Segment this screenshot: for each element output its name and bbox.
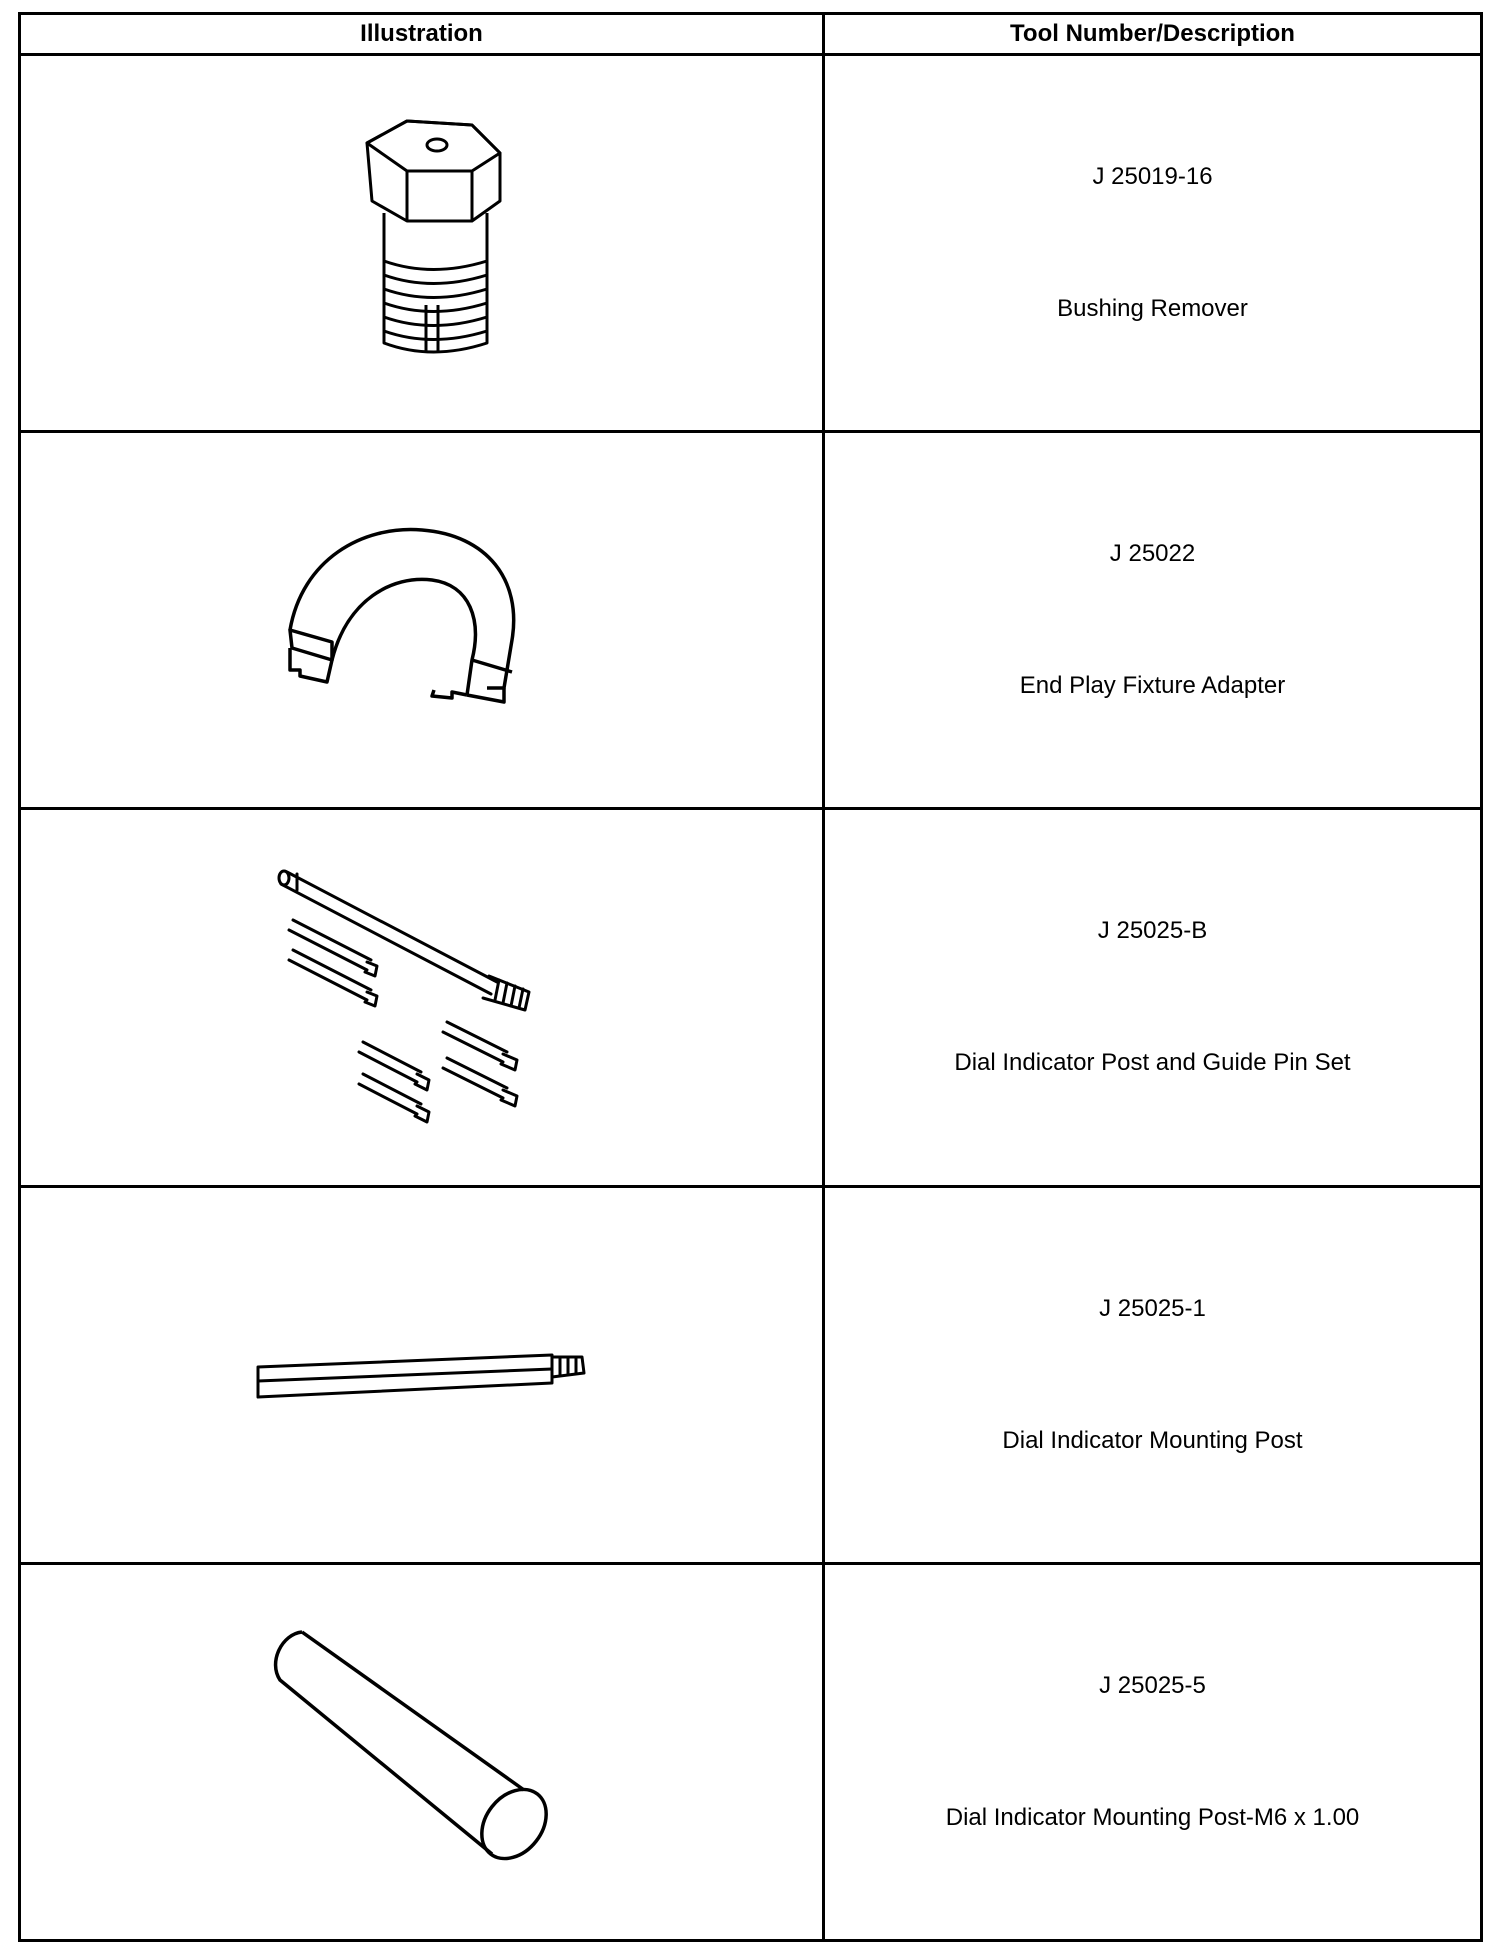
tool-number: J 25025-1 [1099,1294,1206,1322]
bushing-remover-icon [322,113,522,373]
illustration-cell [20,1563,824,1940]
header-illustration: Illustration [20,14,824,55]
description-cell [824,1186,1482,1563]
description-cell [824,809,1482,1186]
table-row [20,432,1482,809]
description-cell [824,55,1482,432]
description-cell [824,1563,1482,1940]
tool-description: End Play Fixture Adapter [1019,672,1286,700]
table-row [20,809,1482,1186]
dial-indicator-post-guide-pin-set-icon [267,852,577,1142]
tool-number: J 25019-16 [1092,163,1213,191]
table-header-row [20,14,1482,55]
tool-description: Dial Indicator Mounting Post-M6 x 1.00 [945,1803,1360,1831]
tool-number: J 25025-B [1097,917,1208,945]
dial-indicator-mounting-post-icon [252,1335,592,1415]
table-row [20,1563,1482,1940]
end-play-fixture-adapter-icon [272,520,572,720]
tool-number: J 25025-5 [1099,1671,1206,1699]
illustration-cell [20,55,824,432]
table-row [20,55,1482,432]
tool-number: J 25022 [1109,540,1196,568]
illustration-cell [20,432,824,809]
header-tool-number-description: Tool Number/Description [824,14,1482,55]
special-tools-table [18,12,1483,1942]
tool-description: Bushing Remover [1057,295,1248,323]
tool-description: Dial Indicator Mounting Post [1002,1426,1303,1454]
dial-indicator-mounting-post-m6-icon [262,1622,582,1882]
illustration-cell [20,809,824,1186]
tool-description: Dial Indicator Post and Guide Pin Set [954,1049,1351,1077]
description-cell [824,432,1482,809]
illustration-cell [20,1186,824,1563]
table-row [20,1186,1482,1563]
